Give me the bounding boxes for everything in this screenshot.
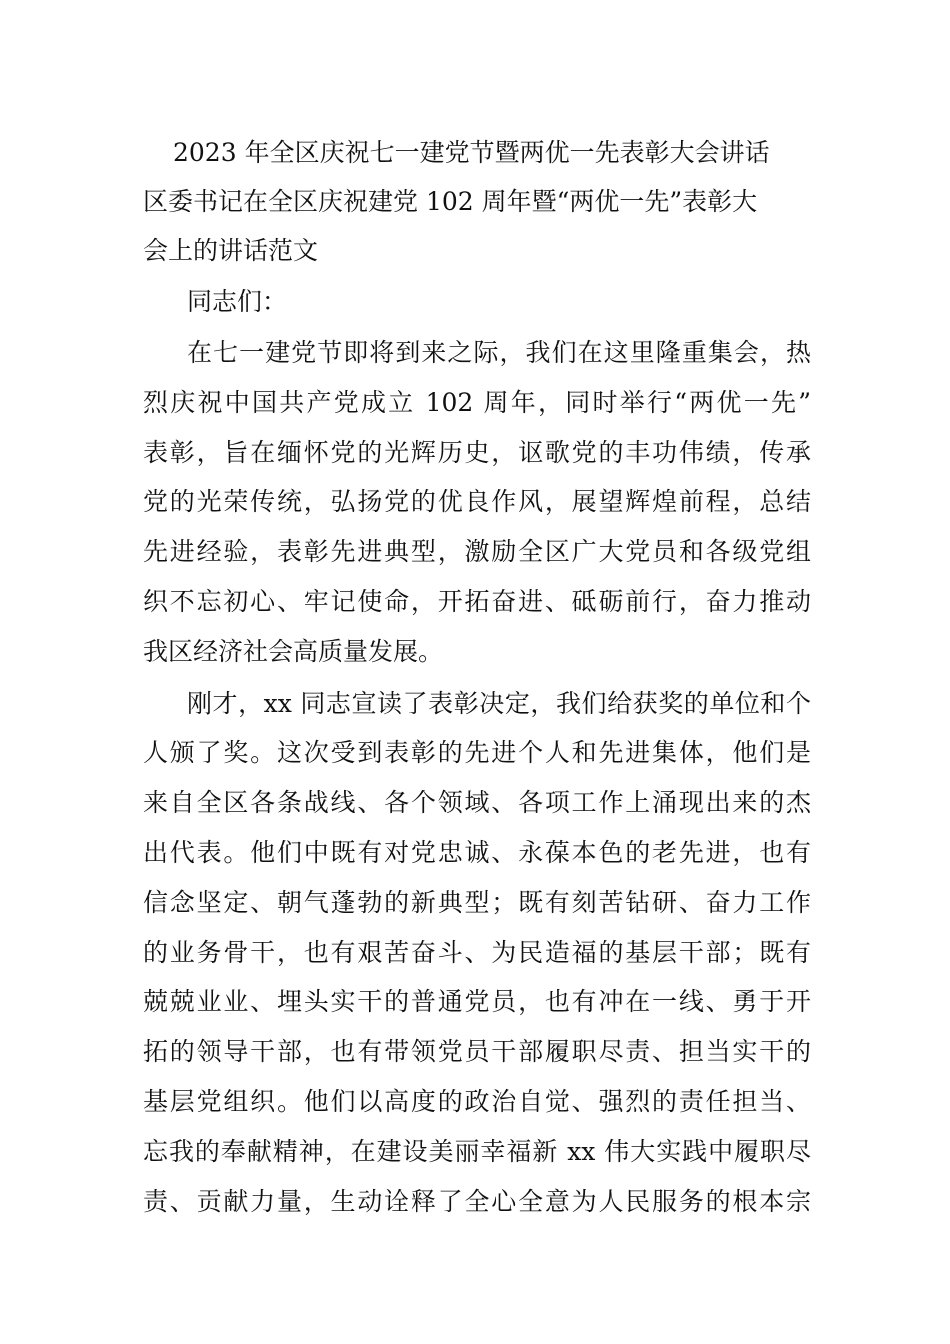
salutation: 同志们： <box>187 287 288 316</box>
paragraph-line: 我区经济社会高质量发展。 <box>143 636 444 666</box>
paragraph-2 <box>143 679 811 1227</box>
paragraph-line: 责、贡献力量，生动诠释了全心全意为人民服务的根本宗 <box>143 1186 811 1216</box>
title-line-2: 区委书记在全区庆祝建党 102 周年暨“两优一先”表彰大 <box>143 187 758 216</box>
paragraph-line: 先进经验，表彰先进典型，激励全区广大党员和各级党组 <box>143 537 811 567</box>
paragraph-line: 信念坚定、朝气蓬勃的新典型；既有刻苦钻研、奋力工作 <box>143 887 811 917</box>
paragraph-line: 刚才，xx 同志宣读了表彰决定，我们给获奖的单位和个 <box>187 688 811 718</box>
title-line-1: 2023 年全区庆祝七一建党节暨两优一先表彰大会讲话 <box>173 138 770 167</box>
paragraph-line: 烈庆祝中国共产党成立 102 周年，同时举行“两优一先” <box>143 387 811 417</box>
paragraph-line: 的业务骨干，也有艰苦奋斗、为民造福的基层干部；既有 <box>143 937 811 967</box>
paragraph-line: 出代表。他们中既有对党忠诚、永葆本色的老先进，也有 <box>143 837 811 867</box>
paragraph-1 <box>143 328 811 677</box>
paragraph-line: 人颁了奖。这次受到表彰的先进个人和先进集体，他们是 <box>143 738 811 768</box>
paragraph-line: 织不忘初心、牢记使命，开拓奋进、砥砺前行，奋力推动 <box>143 586 811 616</box>
paragraph-line: 基层党组织。他们以高度的政治自觉、强烈的责任担当、 <box>143 1086 811 1116</box>
paragraph-line: 在七一建党节即将到来之际，我们在这里隆重集会，热 <box>187 338 811 367</box>
paragraph-line: 拓的领导干部，也有带领党员干部履职尽责、担当实干的 <box>143 1037 811 1067</box>
paragraph-line: 忘我的奉献精神，在建设美丽幸福新 xx 伟大实践中履职尽 <box>143 1136 811 1166</box>
title-line-3: 会上的讲话范文 <box>143 236 319 265</box>
paragraph-line: 来自全区各条战线、各个领域、各项工作上涌现出来的杰 <box>143 788 811 818</box>
paragraph-line: 表彰，旨在缅怀党的光辉历史，讴歌党的丰功伟绩，传承 <box>143 437 811 467</box>
paragraph-line: 兢兢业业、埋头实干的普通党员，也有冲在一线、勇于开 <box>143 987 811 1017</box>
paragraph-line: 党的光荣传统，弘扬党的优良作风，展望辉煌前程，总结 <box>143 487 811 517</box>
document-body <box>143 128 811 1226</box>
